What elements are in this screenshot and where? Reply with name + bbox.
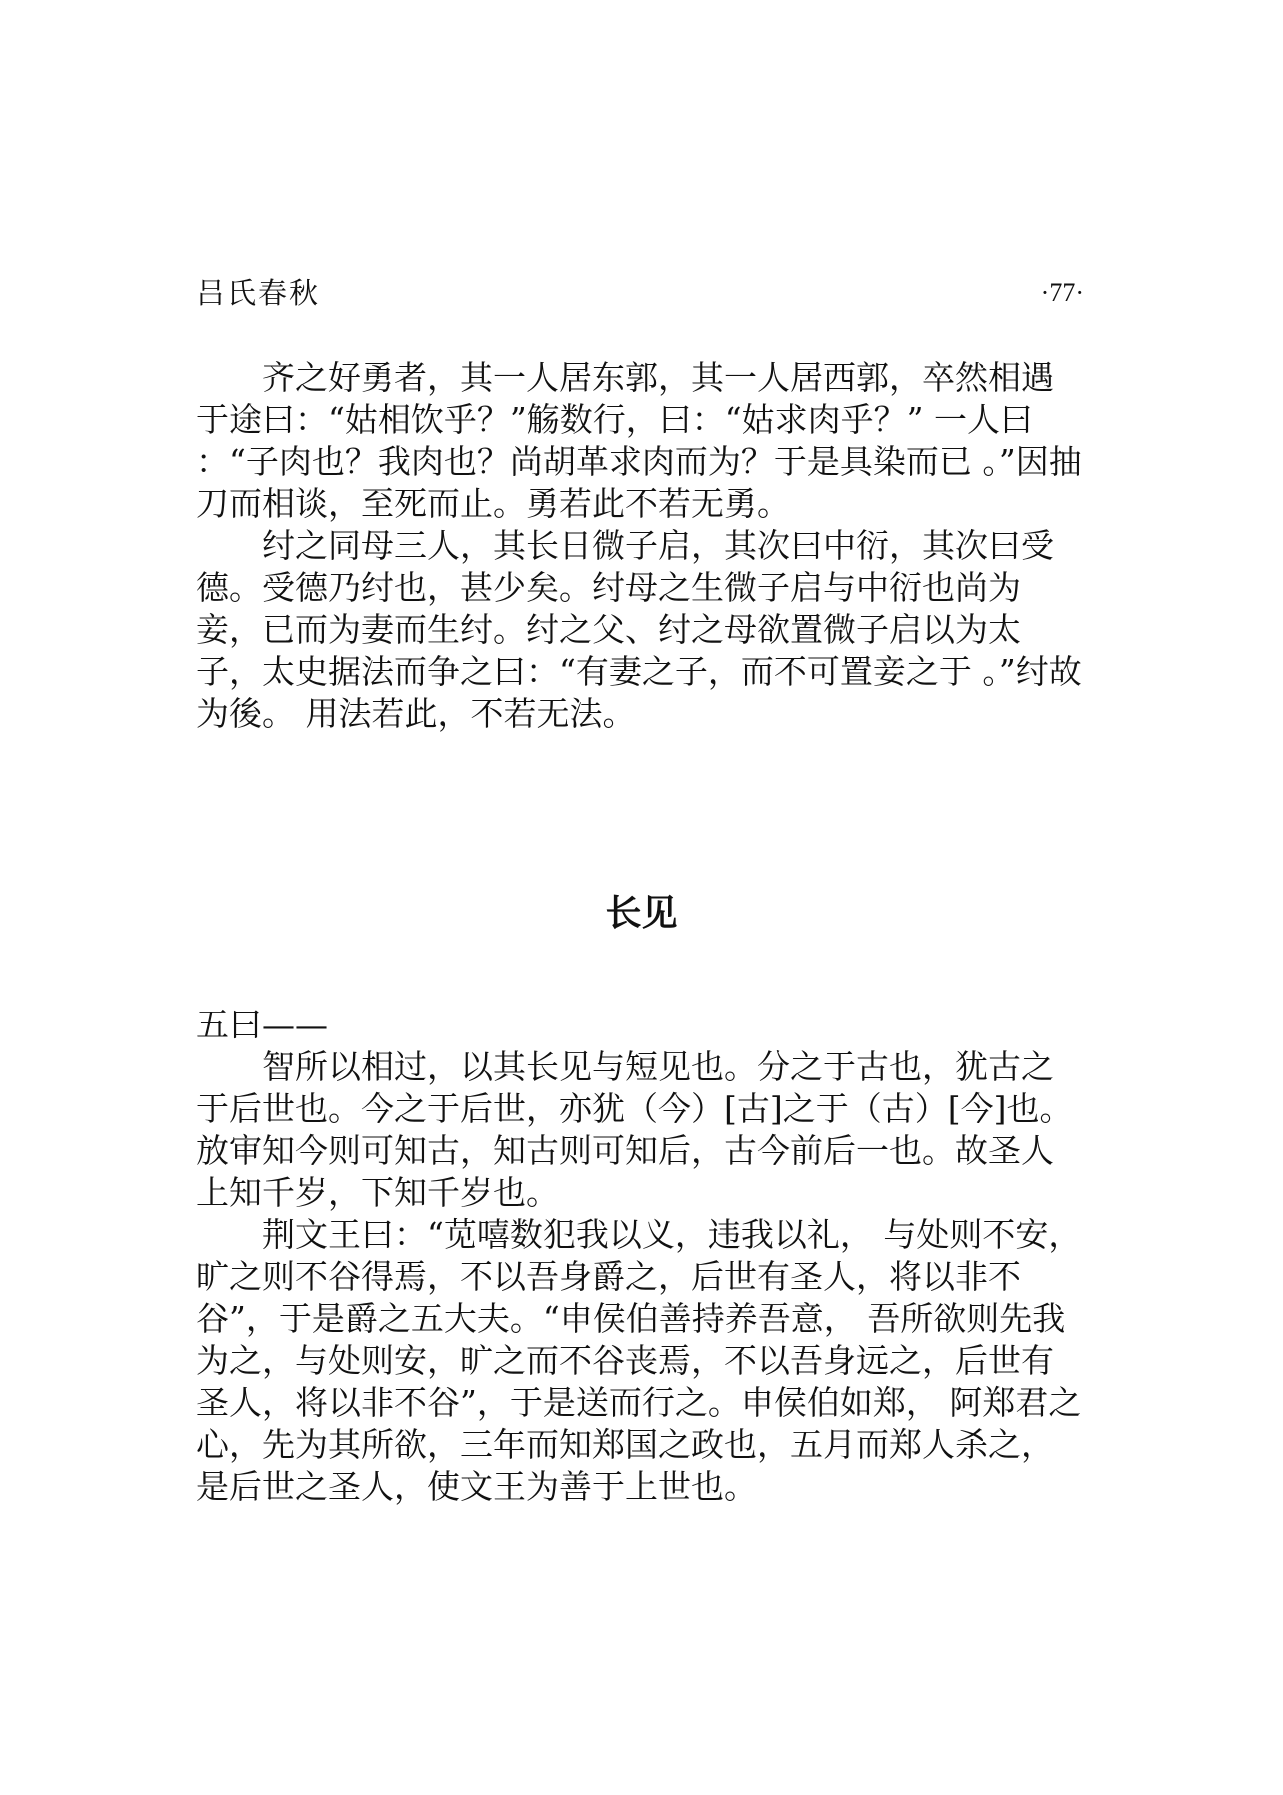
- section-title: 长见: [605, 893, 678, 934]
- text-block-lower: [196, 1004, 1086, 1508]
- paragraph-king-wen: 荆文王曰：“苋嘻数犯我以义，违我以礼， 与处则不安，旷之则不谷得焉，不以吾身爵之，后世有圣人，将以非不谷”，于是爵之五大夫。“申侯伯善持养吾意， 吾所欲则先我为之，与处则安，旷之而不谷丧焉，不以吾身远之，后世有圣人，将以非不谷”，于是送而行之。申侯伯如郑， 阿郑君之心，先为其所欲，三年而知郑国之政也，五月而郑人杀之，是后世之圣人，使文王为善于上世也。: [196, 1215, 1082, 1506]
- paragraph-zhou-mother: 纣之同母三人，其长日微子启，其次曰中衍，其次曰受德。受德乃纣也，甚少矣。纣母之生微子启与中衍也尚为妾，已而为妻而生纣。纣之父、纣之母欲置微子启以为太子，太史据法而争之曰：“有妻之子，而不可置妾之于 。”纣故为後。 用法若此，不若无法。: [196, 526, 1082, 733]
- paragraph-long-sight: 智所以相过，以其长见与短见也。分之于古也，犹古之于后世也。今之于后世，亦犹（今）[古]之于（古）[今]也。放审知今则可知古，知古则可知后，古今前后一也。故圣人上知千岁，下知千岁也。: [196, 1047, 1073, 1212]
- running-header: [196, 270, 1084, 316]
- section-subheading: 五曰——: [196, 1005, 328, 1044]
- book-title: 吕氏春秋: [196, 276, 321, 310]
- text-block-upper: [196, 357, 1086, 735]
- paragraph-brave-men: 齐之好勇者，其一人居东郭，其一人居西郭，卒然相遇于途曰：“姑相饮乎？”觞数行，曰：“姑求肉乎？” 一人曰 ：“子肉也？我肉也？尚胡革求肉而为？于是具染而已 。”因抽刀而相谈，至死而止。勇若此不若无勇。: [196, 358, 1082, 523]
- page-number: ·77·: [1040, 278, 1084, 307]
